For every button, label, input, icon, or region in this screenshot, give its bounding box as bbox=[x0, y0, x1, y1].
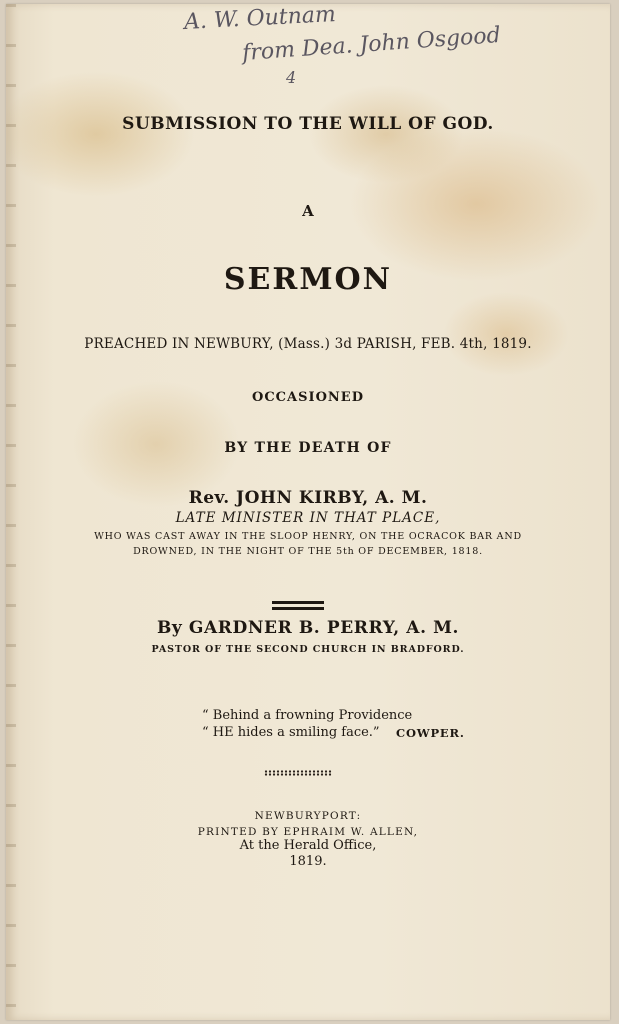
imprint-year: 1819. bbox=[289, 854, 327, 869]
epigraph-line1: “ Behind a frowning Providence bbox=[202, 708, 413, 723]
sermon-heading: SERMON bbox=[223, 262, 393, 297]
subject-name: Rev. JOHN KIRBY, A. M. bbox=[188, 488, 428, 508]
article-a: A bbox=[302, 202, 314, 220]
by-the-death-of-line: BY THE DEATH OF bbox=[224, 440, 392, 456]
title-page bbox=[6, 4, 610, 1020]
divider-rule-top bbox=[272, 601, 324, 604]
handwritten-inscription-line1: A. W. Outnam bbox=[183, 2, 337, 35]
title: SUBMISSION TO THE WILL OF GOD. bbox=[122, 114, 494, 134]
subject-role: LATE MINISTER IN THAT PLACE, bbox=[175, 510, 441, 526]
subject-detail: WHO WAS CAST AWAY IN THE SLOOP HENRY, ON THE OCRACOK BAR AND DROWNED, IN THE NIGHT OF THE 5th OF DECEMBER, 1818. bbox=[94, 531, 522, 557]
author-role: PASTOR OF THE SECOND CHURCH IN BRADFORD. bbox=[151, 644, 465, 655]
imprint-office: At the Herald Office, bbox=[239, 838, 377, 853]
handwritten-inscription-line2: from Dea. John Osgood bbox=[241, 23, 502, 66]
divider-rule-bottom bbox=[272, 607, 324, 610]
imprint-printer: PRINTED BY EPHRAIM W. ALLEN, bbox=[197, 826, 419, 838]
dotted-ornament bbox=[264, 770, 332, 776]
epigraph-line2: “ HE hides a smiling face.” bbox=[202, 725, 380, 740]
imprint-place: NEWBURYPORT: bbox=[254, 810, 362, 822]
occasioned-line: OCCASIONED bbox=[252, 390, 364, 405]
author-name: By GARDNER B. PERRY, A. M. bbox=[156, 618, 460, 638]
preached-line: PREACHED IN NEWBURY, (Mass.) 3d PARISH, FEB. 4th, 1819. bbox=[84, 336, 532, 352]
epigraph-attribution: COWPER. bbox=[396, 726, 465, 740]
handwritten-page-mark: 4 bbox=[286, 68, 297, 87]
